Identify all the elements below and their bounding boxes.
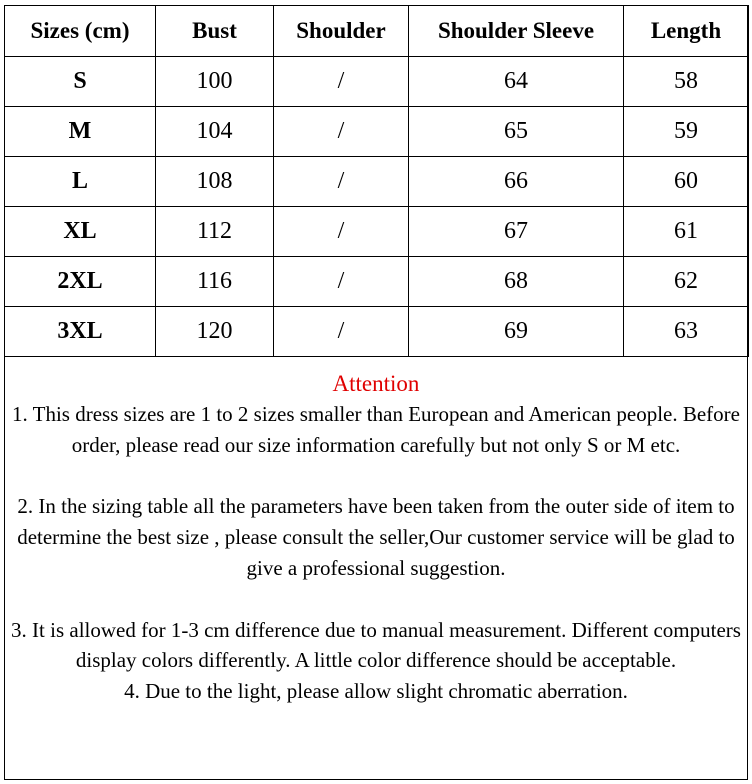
shoulder-cell: / <box>274 157 409 207</box>
note-4: 4. Due to the light, please allow slight chromatic aberration. <box>124 679 628 704</box>
size-cell: XL <box>5 207 156 257</box>
length-cell: 59 <box>624 107 749 157</box>
shoulder-sleeve-cell: 67 <box>409 207 624 257</box>
size-cell: 2XL <box>5 257 156 307</box>
note-3: 3. It is allowed for 1-3 cm difference due to manual measurement. Different computers display colors differently. A little color difference should be acceptable. <box>11 617 741 673</box>
shoulder-sleeve-cell: 65 <box>409 107 624 157</box>
length-cell: 58 <box>624 57 749 107</box>
shoulder-sleeve-cell: 68 <box>409 257 624 307</box>
shoulder-sleeve-cell: 64 <box>409 57 624 107</box>
shoulder-cell: / <box>274 307 409 357</box>
header-shoulder-sleeve: Shoulder Sleeve <box>409 6 624 57</box>
size-cell: S <box>5 57 156 107</box>
attention-notes <box>5 363 747 707</box>
length-cell: 61 <box>624 207 749 257</box>
note-1: 1. This dress sizes are 1 to 2 sizes smaller than European and American people. Before order, please read our size information carefully but not only S or M etc. <box>12 402 740 457</box>
size-chart-sheet <box>4 5 748 780</box>
table-row <box>5 107 749 157</box>
length-cell: 60 <box>624 157 749 207</box>
header-bust: Bust <box>156 6 274 57</box>
size-cell: 3XL <box>5 307 156 357</box>
attention-heading: Attention <box>332 371 420 396</box>
table-header-row <box>5 6 749 57</box>
length-cell: 62 <box>624 257 749 307</box>
table-row <box>5 307 749 357</box>
shoulder-sleeve-cell: 69 <box>409 307 624 357</box>
shoulder-cell: / <box>274 57 409 107</box>
bust-cell: 120 <box>156 307 274 357</box>
note-spacer <box>5 584 747 615</box>
bust-cell: 100 <box>156 57 274 107</box>
table-row <box>5 207 749 257</box>
length-cell: 63 <box>624 307 749 357</box>
table-row <box>5 157 749 207</box>
bust-cell: 112 <box>156 207 274 257</box>
size-cell: M <box>5 107 156 157</box>
bust-cell: 108 <box>156 157 274 207</box>
size-table <box>4 5 749 357</box>
header-shoulder: Shoulder <box>274 6 409 57</box>
size-cell: L <box>5 157 156 207</box>
note-spacer <box>5 461 747 492</box>
header-length: Length <box>624 6 749 57</box>
bust-cell: 116 <box>156 257 274 307</box>
bust-cell: 104 <box>156 107 274 157</box>
shoulder-cell: / <box>274 257 409 307</box>
table-row <box>5 257 749 307</box>
shoulder-sleeve-cell: 66 <box>409 157 624 207</box>
table-row <box>5 57 749 107</box>
shoulder-cell: / <box>274 107 409 157</box>
shoulder-cell: / <box>274 207 409 257</box>
note-2: 2. In the sizing table all the parameters have been taken from the outer side of item to determine the best size , please consult the seller,Our customer service will be glad to give a professional suggestion. <box>17 494 735 580</box>
header-sizes: Sizes (cm) <box>5 6 156 57</box>
